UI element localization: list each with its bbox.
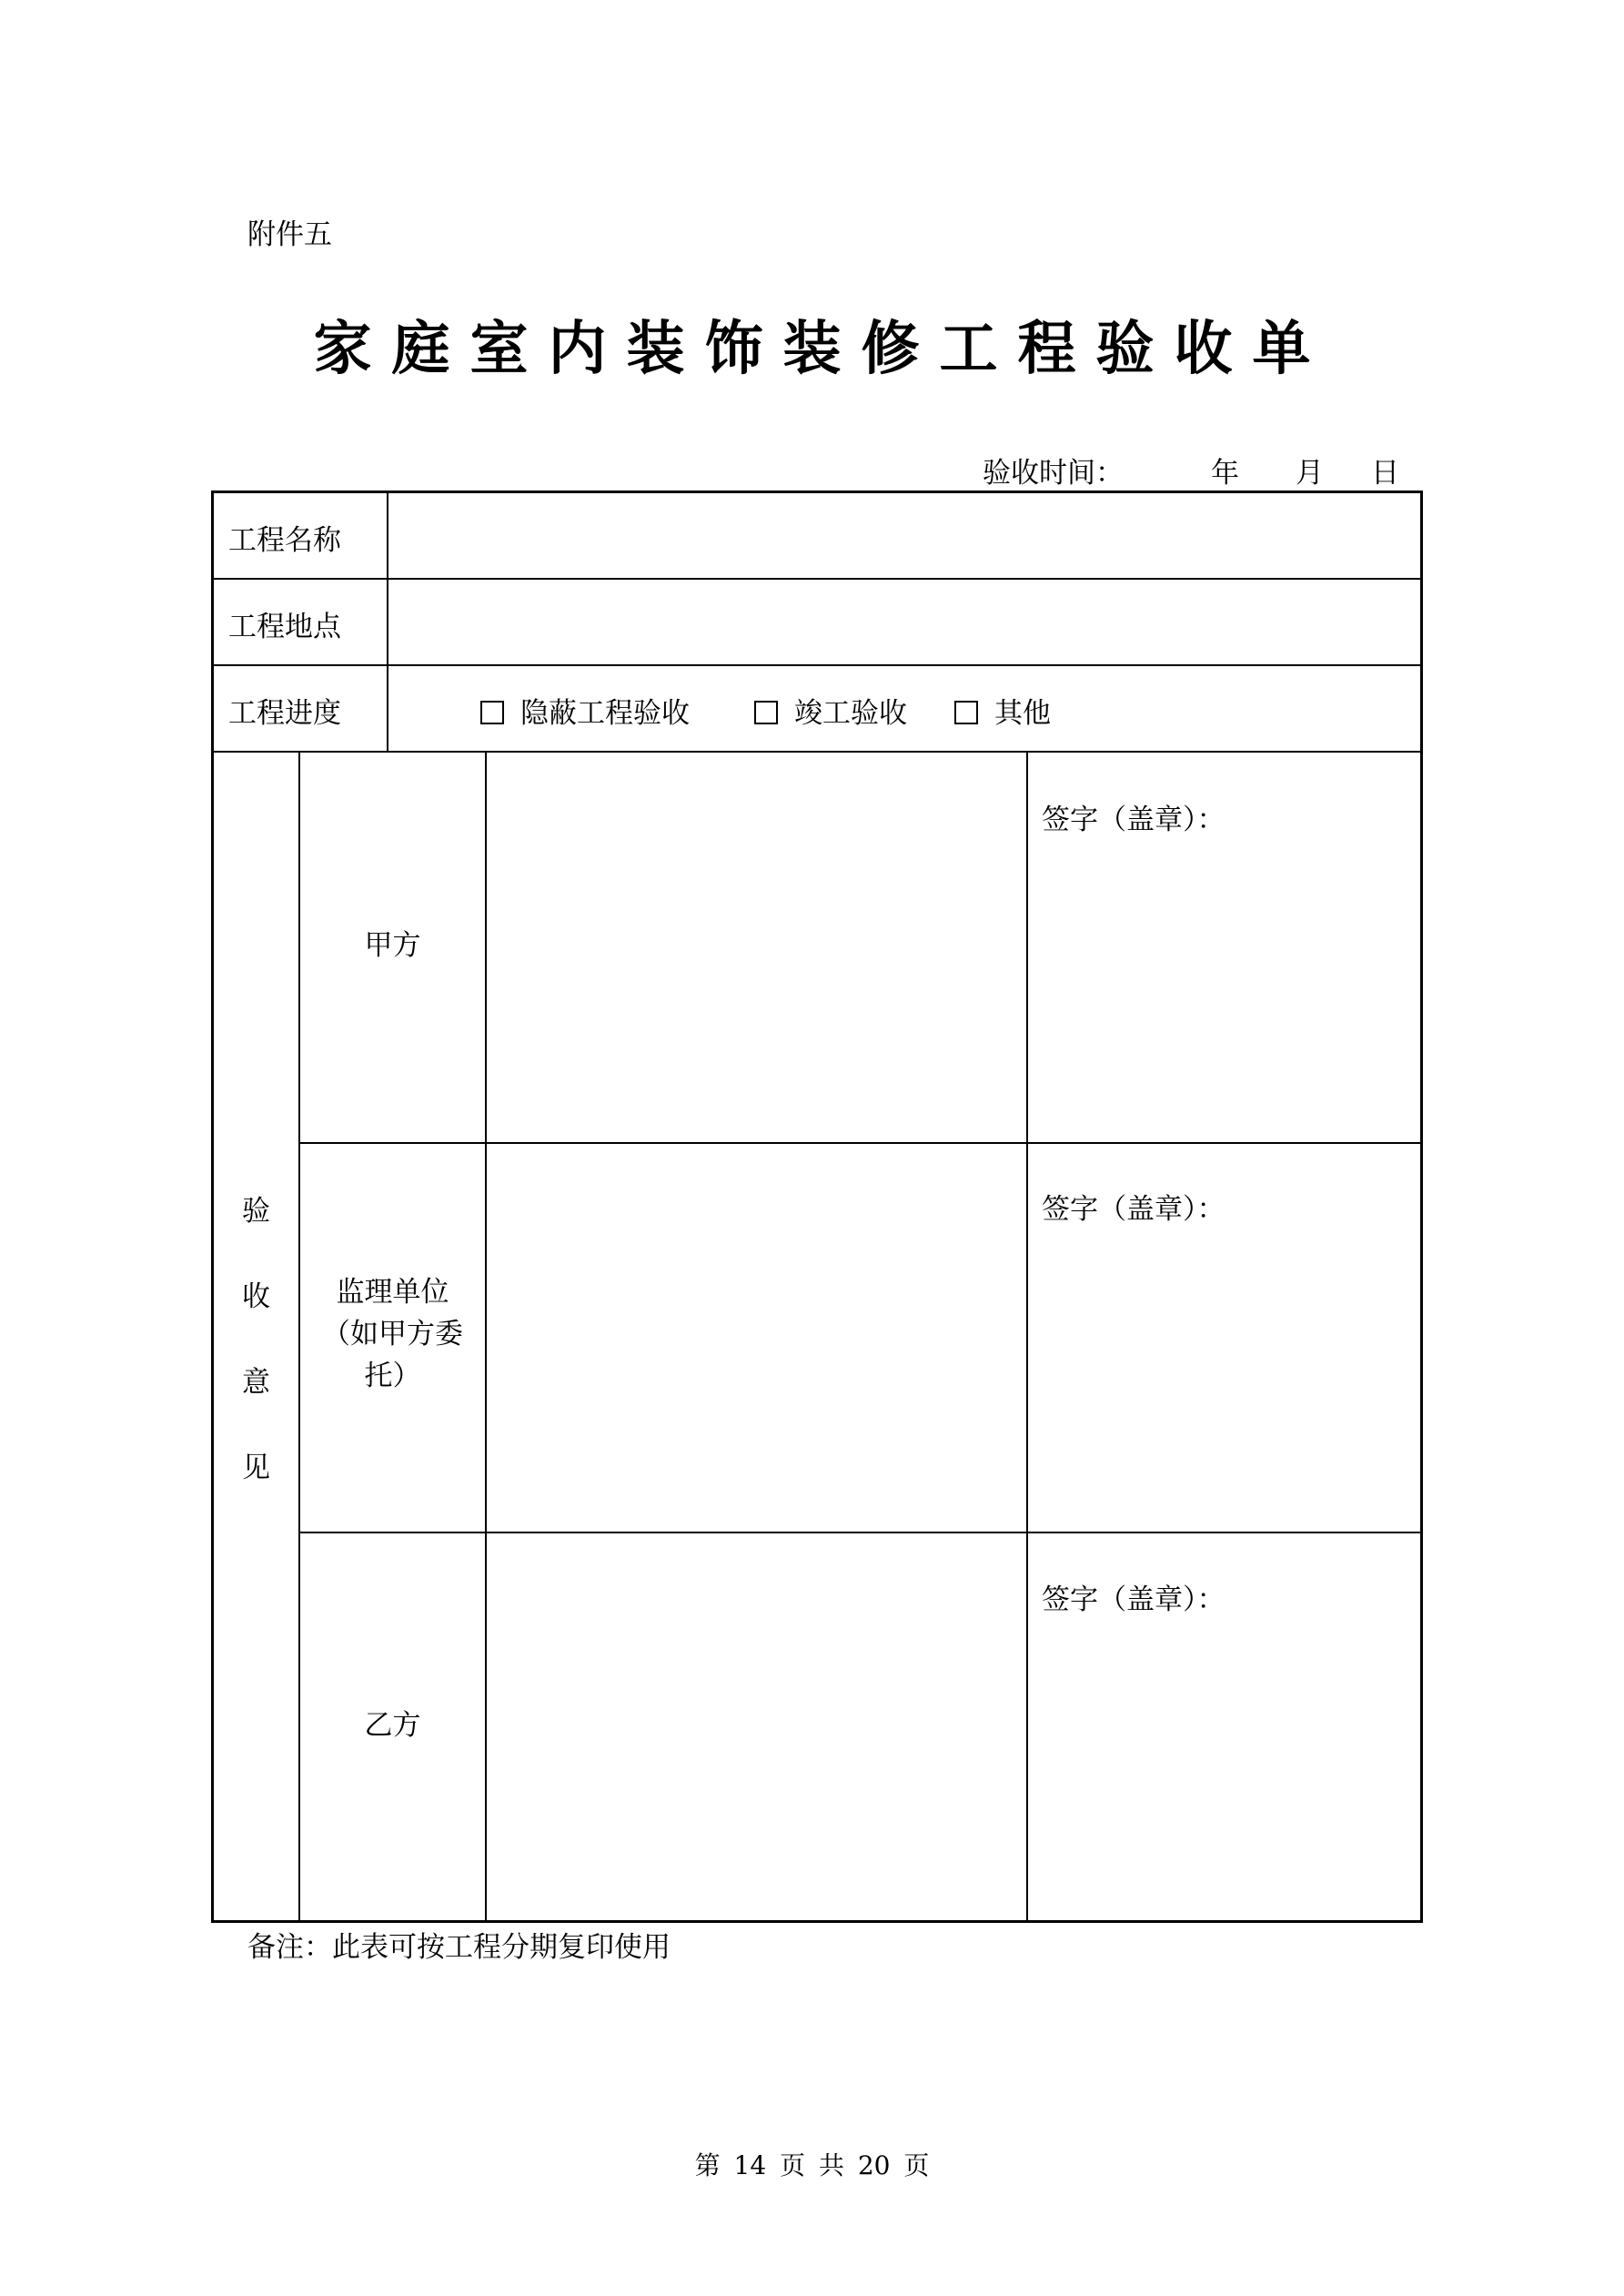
opinion-char: 意 <box>242 1366 270 1399</box>
option-label: 其他 <box>994 697 1051 730</box>
party-a-label: 甲方 <box>364 929 421 962</box>
option-label: 隐蔽工程验收 <box>520 697 690 730</box>
row-divider <box>214 578 1420 580</box>
option-concealed-works[interactable] <box>480 690 690 731</box>
column-divider <box>1026 751 1028 1920</box>
project-progress-label: 工程进度 <box>228 697 341 730</box>
supervisor-opinion-area[interactable] <box>487 1144 1026 1532</box>
date-month: 月 <box>1296 457 1324 490</box>
opinion-char: 见 <box>242 1451 270 1484</box>
attachment-label: 附件五 <box>247 218 332 251</box>
acceptance-form-table <box>211 491 1423 1923</box>
date-label: 验收时间： <box>983 457 1124 490</box>
checkbox-icon[interactable] <box>480 701 504 724</box>
party-b-label: 乙方 <box>364 1709 421 1742</box>
opinion-char: 收 <box>242 1280 270 1313</box>
checkbox-icon[interactable] <box>954 701 978 724</box>
checkbox-icon[interactable] <box>754 701 778 724</box>
document-title: 家庭室内装饰装修工程验收单 <box>313 316 1331 383</box>
party-a-signature-label: 签字（盖章）： <box>1042 804 1226 836</box>
project-location-label: 工程地点 <box>228 611 341 643</box>
supervisor-label-line: 托） <box>364 1360 421 1392</box>
party-b-opinion-area[interactable] <box>487 1533 1026 1920</box>
option-other[interactable] <box>954 690 1051 731</box>
acceptance-date <box>983 450 1399 491</box>
remark-note: 备注：此表可按工程分期复印使用 <box>247 1931 671 1964</box>
supervisor-signature-label: 签字（盖章）： <box>1042 1193 1226 1226</box>
party-a-opinion-area[interactable] <box>487 753 1026 1142</box>
page-number: 第 14 页 共 20 页 <box>694 2150 930 2180</box>
supervisor-label-line: 监理单位 <box>336 1276 449 1309</box>
opinion-char: 验 <box>242 1195 270 1228</box>
date-day: 日 <box>1371 457 1399 490</box>
supervisor-label-line: （如甲方委 <box>322 1318 463 1350</box>
date-year: 年 <box>1211 457 1239 490</box>
acceptance-opinion-label <box>214 1188 298 1530</box>
row-divider <box>214 664 1420 666</box>
party-b-signature-label: 签字（盖章）： <box>1042 1583 1226 1616</box>
project-name-label: 工程名称 <box>228 524 341 557</box>
supervisor-label <box>300 1271 485 1397</box>
column-divider <box>387 493 388 751</box>
option-label: 竣工验收 <box>794 697 907 730</box>
option-completion[interactable] <box>754 690 907 731</box>
